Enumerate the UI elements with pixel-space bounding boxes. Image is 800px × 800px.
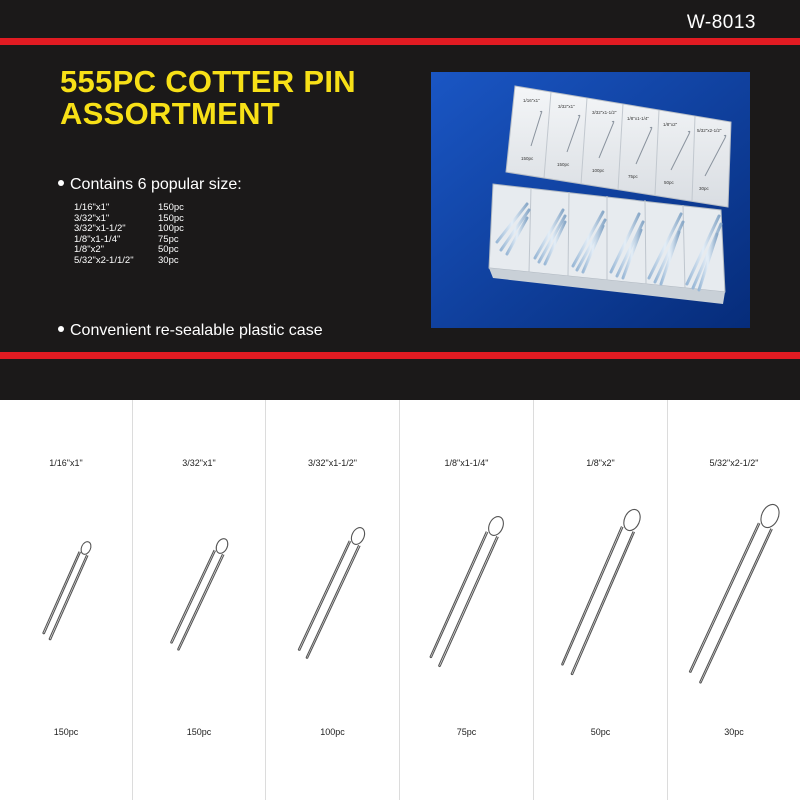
pin-leg bbox=[431, 532, 488, 658]
pin-leg bbox=[307, 546, 360, 659]
pin-leg bbox=[300, 541, 351, 650]
bottom-red-stripe bbox=[0, 352, 800, 359]
feature-case-text: Convenient re-sealable plastic case bbox=[70, 322, 323, 339]
svg-text:5/32"x2-1/2": 5/32"x2-1/2" bbox=[697, 128, 722, 133]
cotter-pin-icon bbox=[266, 400, 400, 800]
size-name: 3/32"x1" bbox=[74, 212, 110, 224]
size-name: 1/16"x1" bbox=[74, 202, 110, 213]
model-number: W-8013 bbox=[686, 12, 756, 33]
cotter-pin-icon bbox=[668, 400, 800, 800]
top-red-stripe bbox=[0, 38, 800, 45]
pin-tip bbox=[171, 643, 173, 644]
pin-size-cell bbox=[266, 400, 400, 800]
size-table bbox=[74, 203, 184, 266]
svg-text:100pc: 100pc bbox=[592, 168, 605, 173]
cotter-pin-icon bbox=[534, 400, 668, 800]
pin-size-cell bbox=[133, 400, 266, 800]
pin-count-label: 150pc bbox=[53, 727, 79, 737]
pin-count-label: 30pc bbox=[724, 727, 744, 737]
size-row bbox=[74, 203, 184, 214]
pin-leg bbox=[689, 523, 758, 672]
pin-eye bbox=[214, 537, 230, 555]
pin-leg bbox=[430, 532, 486, 658]
bullet-icon bbox=[58, 180, 64, 186]
pin-size-cell bbox=[0, 400, 133, 800]
product-title bbox=[60, 66, 356, 130]
pin-size-chart bbox=[0, 400, 800, 800]
pin-leg bbox=[573, 532, 635, 675]
pin-tip bbox=[571, 674, 573, 675]
pin-leg bbox=[43, 552, 79, 634]
size-name: 3/32"x1-1/2" bbox=[74, 223, 126, 234]
pin-count-label: 50pc bbox=[590, 727, 611, 737]
pin-leg bbox=[178, 554, 223, 650]
size-name: 1/8"x2" bbox=[74, 244, 104, 255]
size-name: 5/32"x2-1/1/2" bbox=[74, 254, 134, 266]
size-row bbox=[74, 224, 184, 235]
cotter-pin-icon bbox=[0, 400, 133, 800]
title-line-1: 555PC COTTER PIN bbox=[60, 64, 356, 99]
pin-tip bbox=[562, 665, 563, 666]
svg-text:150pc: 150pc bbox=[557, 162, 570, 167]
pin-size-cell bbox=[534, 400, 668, 800]
svg-text:1/8"x1-1/4": 1/8"x1-1/4" bbox=[627, 116, 649, 121]
svg-text:3/32"x1-1/2": 3/32"x1-1/2" bbox=[592, 110, 617, 115]
pin-eye bbox=[349, 525, 367, 546]
pin-tip bbox=[689, 672, 691, 673]
size-qty: 75pc bbox=[158, 233, 179, 245]
size-qty: 150pc bbox=[158, 212, 184, 224]
size-qty: 150pc bbox=[158, 202, 184, 213]
pin-leg bbox=[171, 550, 215, 643]
size-name: 1/8"x1-1/4" bbox=[74, 233, 121, 245]
pin-count-label: 150pc bbox=[186, 727, 212, 737]
pin-size-label: 1/16"x1" bbox=[49, 458, 83, 468]
pin-count-label: 75pc bbox=[456, 727, 477, 737]
svg-text:3/32"x1": 3/32"x1" bbox=[558, 104, 575, 109]
product-photo bbox=[431, 72, 750, 328]
pin-leg bbox=[701, 529, 772, 683]
pin-leg bbox=[298, 541, 349, 650]
pin-size-label: 3/32"x1" bbox=[182, 458, 216, 468]
size-qty: 100pc bbox=[158, 223, 184, 234]
feature-sizes bbox=[58, 176, 242, 194]
svg-text:75pc: 75pc bbox=[628, 174, 638, 179]
pin-leg bbox=[179, 555, 224, 651]
pin-leg bbox=[440, 537, 498, 667]
cotter-pin-icon bbox=[400, 400, 534, 800]
cotter-pin-icon bbox=[133, 400, 266, 800]
bullet-icon bbox=[58, 326, 64, 332]
pin-leg bbox=[700, 529, 771, 683]
pin-tip bbox=[49, 639, 51, 640]
pin-tip bbox=[700, 683, 701, 684]
pin-leg bbox=[49, 555, 87, 640]
pin-size-label: 5/32"x2-1/2" bbox=[709, 458, 759, 468]
pin-tip bbox=[430, 657, 431, 658]
pin-size-cell bbox=[400, 400, 534, 800]
feature-sizes-text: Contains 6 popular size: bbox=[70, 176, 242, 193]
pin-eye bbox=[621, 507, 644, 533]
pin-tip bbox=[306, 658, 307, 659]
feature-case bbox=[58, 322, 323, 340]
pin-eye bbox=[486, 514, 506, 538]
pin-tip bbox=[178, 650, 179, 651]
pin-count-label: 100pc bbox=[320, 727, 345, 737]
pin-size-label: 1/8"x2" bbox=[586, 458, 615, 468]
svg-text:150pc: 150pc bbox=[521, 156, 534, 161]
svg-text:1/8"x2": 1/8"x2" bbox=[663, 122, 678, 127]
pin-leg bbox=[51, 556, 89, 641]
pin-tip bbox=[439, 666, 441, 667]
pin-size-label: 3/32"x1-1/2" bbox=[308, 458, 357, 468]
svg-text:50pc: 50pc bbox=[664, 180, 674, 185]
svg-text:1/16"x1": 1/16"x1" bbox=[523, 98, 540, 103]
pin-eye bbox=[757, 502, 782, 531]
title-line-2: ASSORTMENT bbox=[60, 96, 280, 131]
pin-leg bbox=[571, 531, 633, 674]
pin-leg bbox=[691, 523, 760, 672]
pin-leg bbox=[563, 527, 623, 665]
size-row bbox=[74, 245, 184, 256]
pin-leg bbox=[562, 526, 622, 664]
pin-leg bbox=[44, 552, 80, 634]
pin-tip bbox=[298, 650, 300, 651]
pin-leg bbox=[439, 536, 497, 666]
storage-case-image bbox=[431, 72, 750, 328]
size-qty: 50pc bbox=[158, 244, 179, 255]
size-qty: 30pc bbox=[158, 254, 179, 266]
pin-size-label: 1/8"x1-1/4" bbox=[444, 458, 489, 468]
pin-eye bbox=[79, 540, 93, 556]
pin-tip bbox=[43, 633, 45, 634]
size-row bbox=[74, 256, 184, 267]
pin-leg bbox=[172, 551, 216, 644]
pin-size-cell bbox=[668, 400, 800, 800]
svg-text:30pc: 30pc bbox=[699, 186, 709, 191]
pin-leg bbox=[306, 545, 359, 658]
